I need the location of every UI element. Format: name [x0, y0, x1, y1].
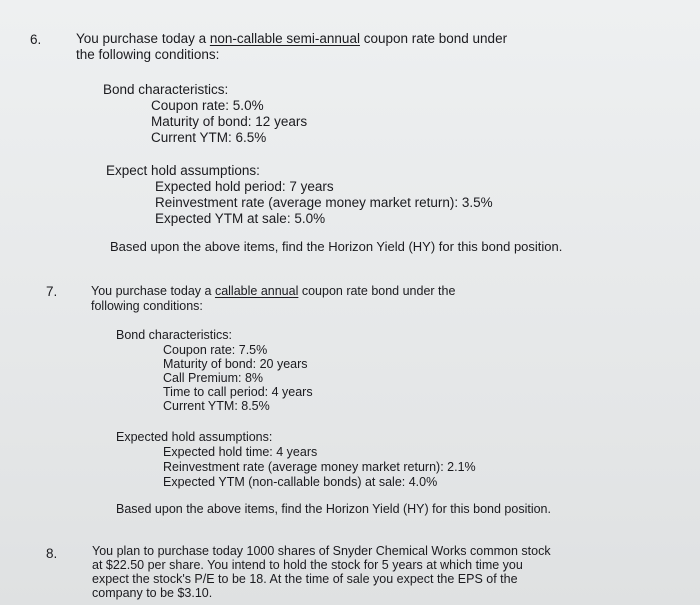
- bond-item: Current YTM: 8.5%: [163, 399, 270, 413]
- question-intro-line-1: You purchase today a non-callable semi-annual coupon rate bond under: [76, 31, 508, 46]
- bond-type-underlined: callable annual: [214, 284, 299, 298]
- bond-item: Coupon rate: 5.0%: [151, 98, 264, 113]
- bond-characteristics-heading: Bond characteristics:: [116, 328, 233, 342]
- question-text-line: You plan to purchase today 1000 shares of Snyder Chemical Works common stock: [92, 544, 551, 558]
- question-number: 6.: [30, 32, 42, 47]
- hold-item: Expected hold time: 4 years: [163, 445, 318, 459]
- question-prompt: Based upon the above items, find the Horizon Yield (HY) for this bond position.: [116, 502, 551, 516]
- question-intro-line-2: the following conditions:: [76, 47, 220, 62]
- question-text-line: company to be $3.10.: [92, 586, 213, 600]
- bond-item: Time to call period: 4 years: [163, 385, 313, 399]
- question-text-line: expect the stock's P/E to be 18. At the time of sale you expect the EPS of the: [92, 572, 518, 586]
- hold-item: Reinvestment rate (average money market return): 3.5%: [155, 195, 493, 210]
- question-intro-line-1: You purchase today a callable annual coupon rate bond under the: [91, 284, 456, 298]
- question-number: 7.: [46, 284, 58, 299]
- question-intro-line-2: following conditions:: [91, 299, 203, 313]
- hold-item: Expected YTM at sale: 5.0%: [155, 211, 326, 226]
- hold-assumptions-heading: Expect hold assumptions:: [106, 163, 260, 178]
- bond-item: Maturity of bond: 20 years: [163, 357, 308, 371]
- bond-characteristics-heading: Bond characteristics:: [103, 82, 229, 97]
- question-prompt: Based upon the above items, find the Horizon Yield (HY) for this bond position.: [110, 239, 563, 254]
- hold-item: Reinvestment rate (average money market return): 2.1%: [163, 460, 476, 474]
- question-text-line: at $22.50 per share. You intend to hold the stock for 5 years at which time you: [92, 558, 523, 572]
- hold-assumptions-heading: Expected hold assumptions:: [116, 430, 273, 444]
- bond-type-underlined: non-callable semi-annual: [209, 31, 360, 46]
- bond-item: Maturity of bond: 12 years: [151, 114, 308, 129]
- bond-item: Call Premium: 8%: [163, 371, 264, 385]
- bond-item: Coupon rate: 7.5%: [163, 343, 268, 357]
- bond-item: Current YTM: 6.5%: [151, 130, 267, 145]
- hold-item: Expected hold period: 7 years: [155, 179, 334, 194]
- question-number: 8.: [46, 546, 58, 561]
- hold-item: Expected YTM (non-callable bonds) at sale: 4.0%: [163, 475, 438, 489]
